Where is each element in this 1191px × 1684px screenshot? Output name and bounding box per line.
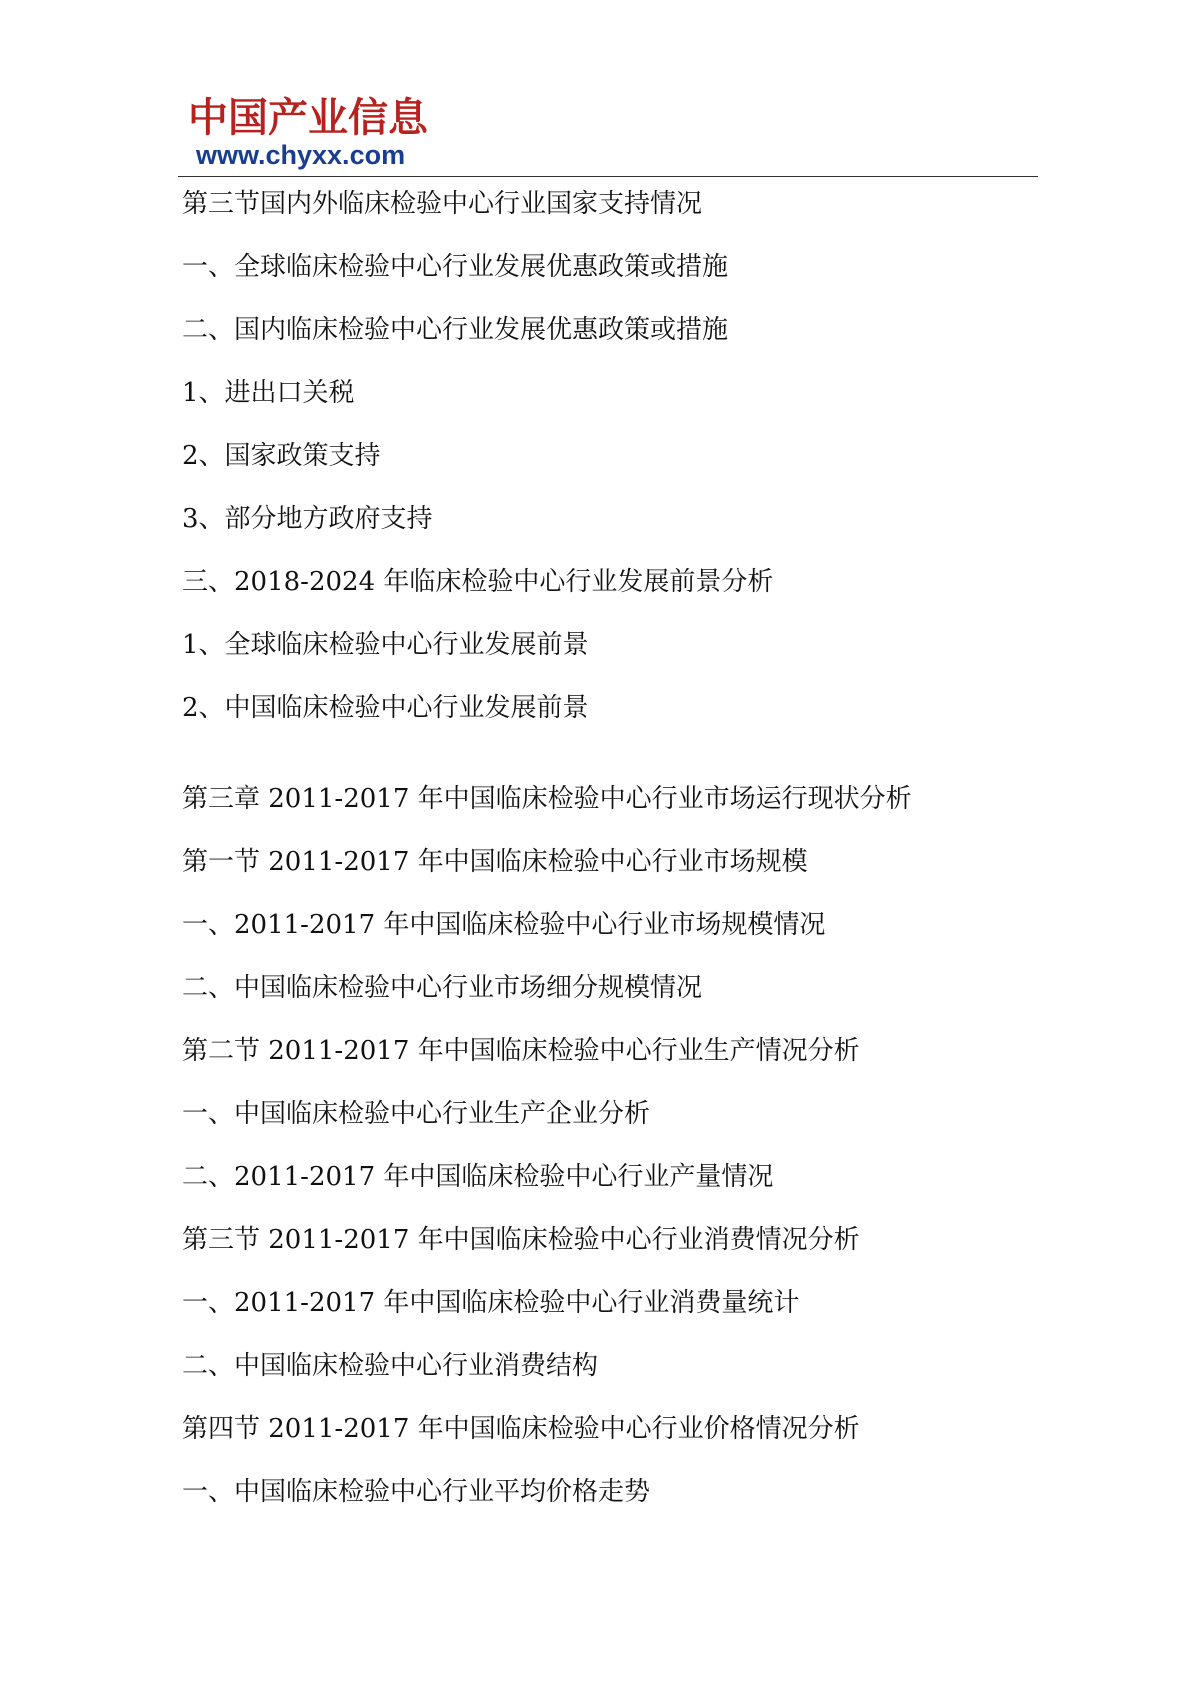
toc-entry: 第一节 2011-2017 年中国临床检验中心行业市场规模 (182, 847, 808, 877)
logo-chinese-text: 中国产业信息 (188, 95, 428, 141)
header-divider (178, 176, 1038, 177)
toc-entry: 3、部分地方政府支持 (182, 504, 433, 534)
toc-entry: 一、2011-2017 年中国临床检验中心行业消费量统计 (182, 1288, 800, 1318)
toc-entry: 2、国家政策支持 (182, 441, 381, 471)
toc-entry: 一、中国临床检验中心行业平均价格走势 (182, 1477, 651, 1507)
toc-chapter-heading: 第三章 2011-2017 年中国临床检验中心行业市场运行现状分析 (182, 784, 912, 814)
toc-entry: 1、全球临床检验中心行业发展前景 (182, 630, 589, 660)
toc-entry: 二、中国临床检验中心行业消费结构 (182, 1351, 599, 1381)
toc-entry: 第四节 2011-2017 年中国临床检验中心行业价格情况分析 (182, 1414, 860, 1444)
toc-entry: 第三节 2011-2017 年中国临床检验中心行业消费情况分析 (182, 1225, 860, 1255)
toc-entry: 二、2011-2017 年中国临床检验中心行业产量情况 (182, 1162, 774, 1192)
toc-entry: 1、进出口关税 (182, 378, 355, 408)
toc-entry: 二、中国临床检验中心行业市场细分规模情况 (182, 973, 703, 1003)
toc-entry: 2、中国临床检验中心行业发展前景 (182, 693, 589, 723)
logo-url-text: www.chyxx.com (196, 140, 406, 170)
toc-entry: 二、国内临床检验中心行业发展优惠政策或措施 (182, 315, 729, 345)
page-header (178, 88, 1038, 178)
table-of-contents (182, 182, 1062, 1533)
toc-entry: 一、中国临床检验中心行业生产企业分析 (182, 1099, 651, 1129)
chyxx-logo (178, 88, 448, 176)
toc-entry: 一、全球临床检验中心行业发展优惠政策或措施 (182, 252, 729, 282)
toc-entry: 一、2011-2017 年中国临床检验中心行业市场规模情况 (182, 910, 826, 940)
toc-entry: 第二节 2011-2017 年中国临床检验中心行业生产情况分析 (182, 1036, 860, 1066)
toc-entry: 三、2018-2024 年临床检验中心行业发展前景分析 (182, 567, 774, 597)
toc-entry: 第三节国内外临床检验中心行业国家支持情况 (182, 189, 703, 219)
